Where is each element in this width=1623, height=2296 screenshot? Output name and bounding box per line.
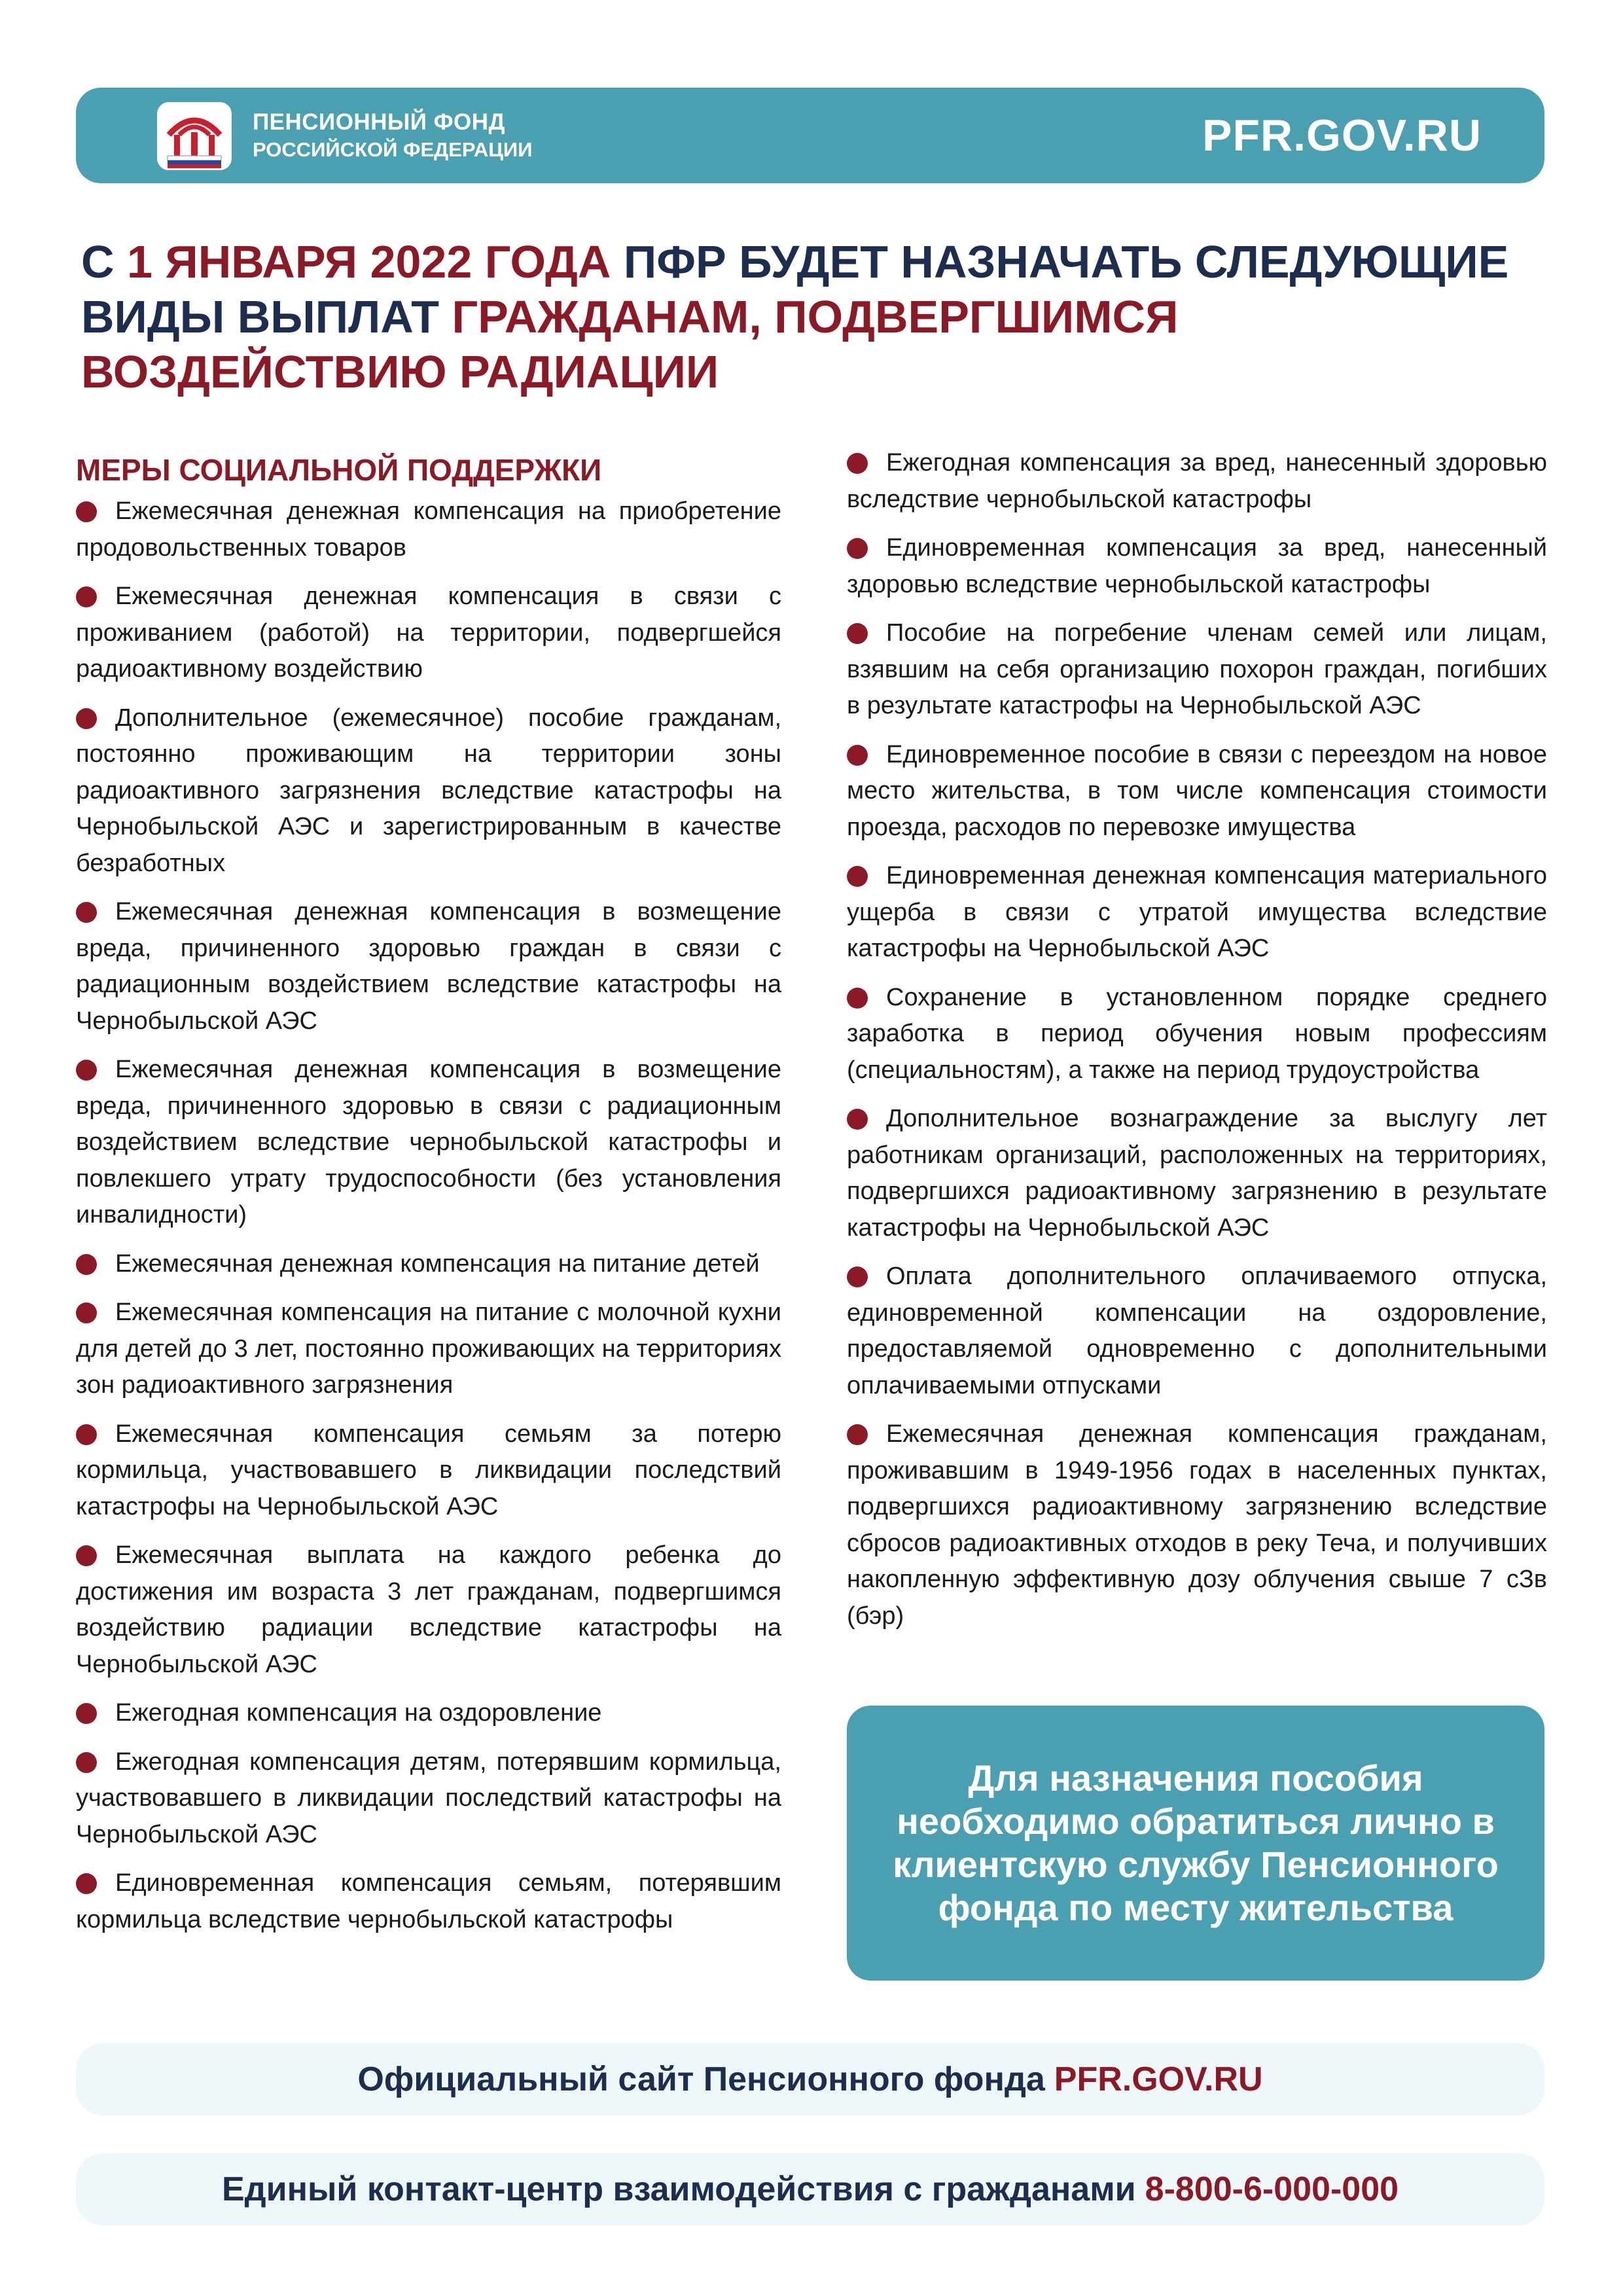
list-item-text: Пособие на погребение членам семей или лицам, взявшим на себя организацию похорон граждан, погибших в результате катастрофы на Чернобыльской АЭС xyxy=(847,619,1547,719)
list-item xyxy=(76,1246,781,1283)
section-title: МЕРЫ СОЦИАЛЬНОЙ ПОДДЕРЖКИ xyxy=(76,453,602,487)
list-item-text: Ежегодная компенсация за вред, нанесенный здоровью вследствие чернобыльской катастрофы xyxy=(847,449,1547,513)
title-date: 1 ЯНВАРЯ 2022 ГОДА xyxy=(127,236,611,287)
header-bar xyxy=(76,88,1544,183)
bullet-icon xyxy=(76,1424,97,1445)
title-part-1: С xyxy=(81,236,127,287)
list-item xyxy=(76,1416,781,1526)
bullet-icon xyxy=(847,623,868,644)
list-item xyxy=(76,1865,781,1938)
list-item xyxy=(76,1744,781,1854)
list-item xyxy=(847,858,1547,967)
callout-text: Для назначения пособия необходимо обратиться лично в клиентскую службу Пенсионного фонда по месту жительства xyxy=(893,1757,1499,1928)
list-item xyxy=(847,1101,1547,1246)
header-site-link[interactable]: PFR.GOV.RU xyxy=(1202,111,1482,160)
right-column xyxy=(847,445,1547,1647)
list-item xyxy=(847,445,1547,518)
list-item xyxy=(847,530,1547,603)
org-name-line1: ПЕНСИОННЫЙ ФОНД xyxy=(253,109,505,135)
bullet-icon xyxy=(76,708,97,729)
org-name-line2: РОССИЙСКОЙ ФЕДЕРАЦИИ xyxy=(253,138,533,161)
title-part-3: ПФР БУДЕТ НАЗНАЧАТЬ СЛЕДУЮЩИЕ ВИДЫ ВЫПЛАТ xyxy=(81,236,1509,342)
list-item xyxy=(847,615,1547,725)
bullet-icon xyxy=(76,1254,97,1275)
bullet-icon xyxy=(76,1703,97,1724)
list-item xyxy=(76,1695,781,1732)
list-item-text: Единовременное пособие в связи с переездом на новое место жительства, в том числе компенсация стоимости проезда, расходов по перевозке имущества xyxy=(847,740,1547,841)
bullet-icon xyxy=(847,453,868,474)
footer-phone-number[interactable]: 8-800-6-000-000 xyxy=(1145,2170,1399,2208)
list-item-text: Ежемесячная компенсация на питание с молочной кухни для детей до 3 лет, постоянно проживающих на территориях зон радиоактивного загрязнения xyxy=(76,1299,781,1399)
list-item xyxy=(847,1416,1547,1634)
bullet-icon xyxy=(847,866,868,887)
list-item xyxy=(76,1295,781,1404)
bullet-icon xyxy=(76,902,97,923)
list-item xyxy=(76,493,781,566)
list-item xyxy=(76,700,781,882)
bullet-icon xyxy=(847,988,868,1009)
list-item-text: Ежемесячная выплата на каждого ребенка до достижения им возраста 3 лет гражданам, подвергшимся воздействию радиации вследствие катастрофы на Чернобыльской АЭС xyxy=(76,1541,781,1678)
list-item-text: Единовременная денежная компенсация материального ущерба в связи с утратой имущества вследствие катастрофы на Чернобыльской АЭС xyxy=(847,862,1547,962)
bullet-icon xyxy=(847,1424,868,1445)
bullet-icon xyxy=(847,745,868,766)
bullet-icon xyxy=(847,538,868,559)
list-item-text: Ежегодная компенсация детям, потерявшим кормильца, участвовавшего в ликвидации последствий катастрофы на Чернобыльской АЭС xyxy=(76,1748,781,1848)
page-title xyxy=(81,234,1554,399)
bullet-icon xyxy=(76,501,97,522)
footer-website-bar xyxy=(76,2043,1544,2115)
list-item-text: Единовременная компенсация семьям, потерявшим кормильца вследствие чернобыльской катастрофы xyxy=(76,1869,781,1933)
footer-contact-bar xyxy=(76,2153,1544,2225)
list-item-text: Ежемесячная денежная компенсация в возмещение вреда, причиненного здоровью граждан в связи с радиационным воздействием вследствие катастрофы на Чернобыльской АЭС xyxy=(76,898,781,1035)
callout-box xyxy=(847,1706,1544,1981)
list-item xyxy=(847,980,1547,1089)
list-item xyxy=(76,1052,781,1234)
list-item-text: Дополнительное вознаграждение за выслугу лет работникам организаций, расположенных на территориях, подвергшихся радиоактивному загрязнению в результате катастрофы на Чернобыльской АЭС xyxy=(847,1105,1547,1242)
bullet-icon xyxy=(76,1545,97,1566)
list-item xyxy=(76,1537,781,1683)
pfr-logo-icon xyxy=(156,101,233,171)
footer-website-link[interactable]: PFR.GOV.RU xyxy=(1054,2060,1263,2098)
list-item-text: Ежемесячная денежная компенсация на приобретение продовольственных товаров xyxy=(76,497,781,562)
bullet-icon xyxy=(847,1109,868,1130)
list-item xyxy=(847,1259,1547,1404)
left-column xyxy=(76,448,781,1950)
org-name xyxy=(253,109,532,164)
list-item xyxy=(76,579,781,688)
list-item-text: Дополнительное (ежемесячное) пособие гражданам, постоянно проживающим на территории зоны радиоактивного загрязнения вследствие катастрофы на Чернобыльской АЭС и зарегистрированным в качестве безработных xyxy=(76,704,781,877)
bullet-icon xyxy=(76,1752,97,1773)
list-item-text: Ежемесячная денежная компенсация на питание детей xyxy=(115,1249,760,1278)
list-item-text: Ежемесячная компенсация семьям за потерю кормильца, участвовавшего в ликвидации последствий катастрофы на Чернобыльской АЭС xyxy=(76,1420,781,1520)
list-item-text: Сохранение в установленном порядке среднего заработка в период обучения новым профессиям (специальностям), а также на период трудоустройства xyxy=(847,983,1547,1084)
bullet-icon xyxy=(76,1060,97,1081)
bullet-icon xyxy=(847,1266,868,1287)
bullet-icon xyxy=(76,1302,97,1323)
list-item-text: Ежегодная компенсация на оздоровление xyxy=(115,1699,602,1727)
footer-contact-label: Единый контакт-центр взаимодействия с гражданами xyxy=(221,2170,1136,2208)
list-item-text: Ежемесячная денежная компенсация в возмещение вреда, причиненного здоровью в связи с радиационным воздействием вследствие чернобыльской катастрофы и повлекшего утрату трудоспособности (без установления инвалидности) xyxy=(76,1056,781,1229)
bullet-icon xyxy=(76,586,97,607)
list-item-text: Единовременная компенсация за вред, нанесенный здоровью вследствие чернобыльской катастрофы xyxy=(847,534,1547,598)
list-item-text: Ежемесячная денежная компенсация в связи с проживанием (работой) на территории, подвергшейся радиоактивному воздействию xyxy=(76,583,781,683)
list-item-text: Ежемесячная денежная компенсация гражданам, проживавшим в 1949-1956 годах в населенных пунктах, подвергшихся радиоактивному загрязнению вследствие сбросов радиоактивных отходов в реку Теча, и получивших накопленную эффективную дозу облучения свыше 7 сЗв (бэр) xyxy=(847,1420,1547,1630)
footer-website-label: Официальный сайт Пенсионного фонда xyxy=(357,2060,1045,2098)
measures-list-right xyxy=(847,445,1547,1634)
list-item xyxy=(76,894,781,1039)
title-recipients: ГРАЖДАНАМ, ПОДВЕРГШИМСЯ ВОЗДЕЙСТВИЮ РАДИАЦИИ xyxy=(81,291,1179,397)
bullet-icon xyxy=(76,1873,97,1894)
list-item xyxy=(847,737,1547,846)
measures-list-left xyxy=(76,493,781,1938)
list-item-text: Оплата дополнительного оплачиваемого отпуска, единовременной компенсации на оздоровление, предоставляемой одновременно с дополнительными оплачиваемыми отпусками xyxy=(847,1263,1547,1399)
